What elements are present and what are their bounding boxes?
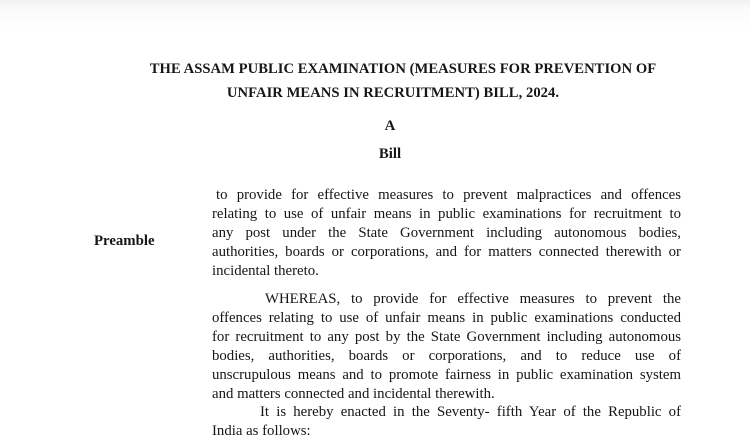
whereas-line: unscrupulous means and to promote fairness in public examination system [212, 367, 681, 383]
preamble-line: incidental thereto. [212, 263, 319, 279]
preamble-line: authorities, boards or corporations, and for matters connected therewith or [212, 244, 681, 260]
whereas-line: for recruitment to any post by the State Government including autonomous [212, 329, 681, 345]
preamble-line: to provide for effective measures to prevent malpractices and offences [216, 187, 681, 203]
whereas-line: WHEREAS, to provide for effective measures to prevent the [265, 291, 681, 307]
enacted-line: It is hereby enacted in the Seventy- fifth Year of the Republic of [260, 404, 681, 420]
whereas-line: and matters connected and incidental therewith. [212, 386, 495, 402]
whereas-line: offences relating to use of unfair means in public examinations conducted [212, 310, 681, 326]
preamble-margin-label: Preamble [94, 233, 155, 249]
bill-title-line-2: UNFAIR MEANS IN RECRUITMENT) BILL, 2024. [226, 85, 560, 101]
preamble-line: relating to use of unfair means in public examinations for recruitment to [212, 206, 681, 222]
bill-label: Bill [378, 146, 402, 162]
enacted-line: India as follows: [212, 423, 311, 439]
whereas-line: bodies, authorities, boards or corporations, and to reduce use of [212, 348, 681, 364]
bill-title-line-1: THE ASSAM PUBLIC EXAMINATION (MEASURES FOR PREVENTION OF [149, 61, 657, 77]
preamble-line: any post under the State Government including autonomous bodies, [212, 225, 681, 241]
article-label: A [384, 118, 396, 134]
